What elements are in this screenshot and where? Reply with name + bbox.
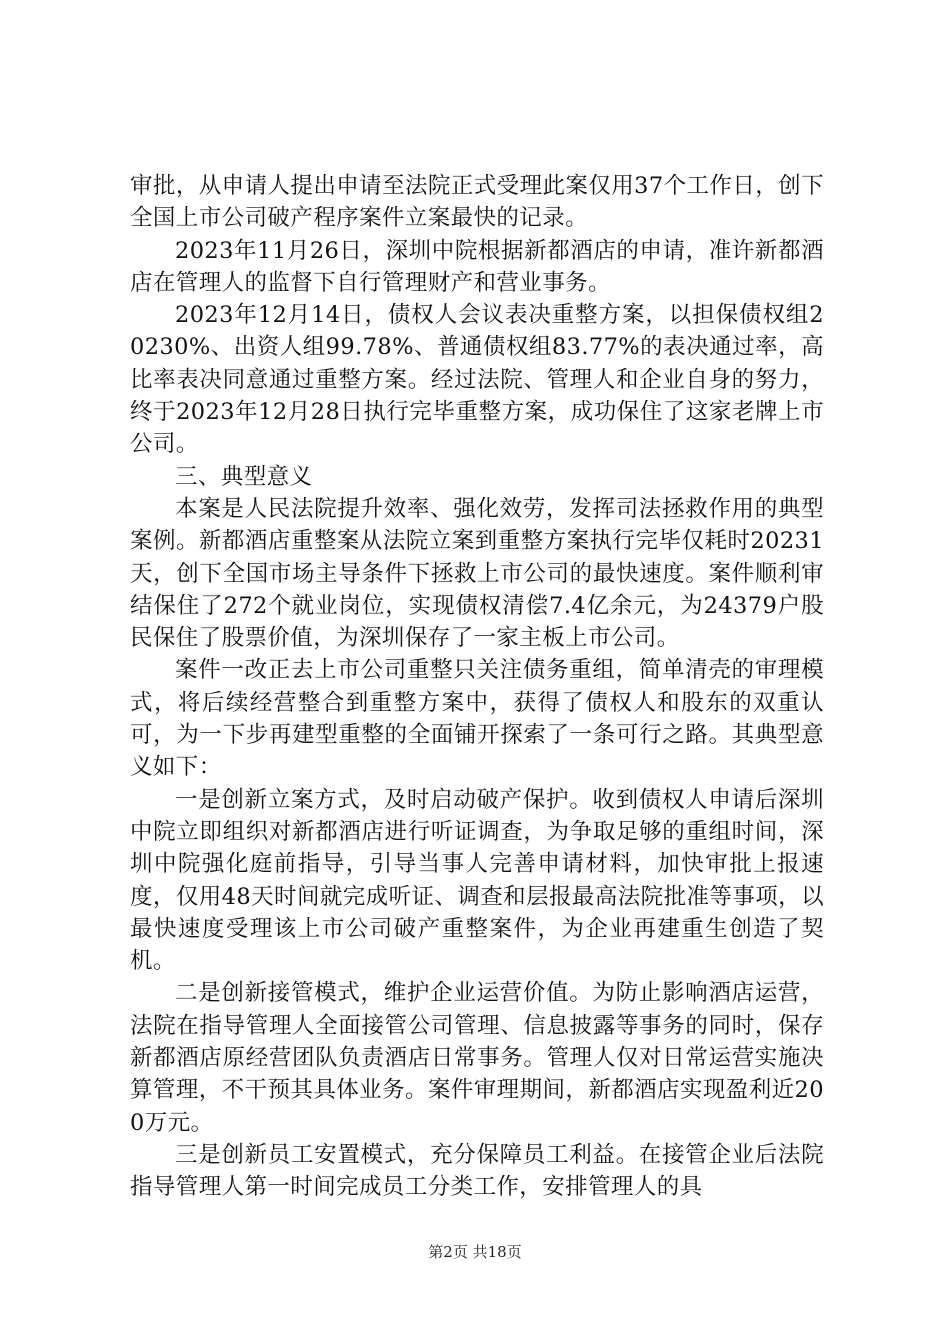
- paragraph-model-change: 案件一改正去上市公司重整只关注债务重组，简单清壳的审理模式，将后续经营整合到重整方案中，获得了债权人和股东的双重认可，为一下步再建型重整的全面铺开探索了一条可行之路。其典型意义如下：: [130, 657, 824, 781]
- document-body: [130, 170, 824, 1204]
- section-heading: 三、典型意义: [175, 463, 313, 490]
- paragraph-significance: 本案是人民法院提升效率、强化效劳，发挥司法拯救作用的典型案例。新都酒店重整案从法院立案到重整方案执行完毕仅耗时20231天，创下全国市场主导条件下拯救上市公司的最快速度。案件顺利审结保住了272个就业岗位，实现债权清偿7.4亿余元，为24379户股民保住了股票价值，为深圳保存了一家主板上市公司。: [130, 495, 824, 652]
- page-number-footer: 第2页 共18页: [428, 1243, 522, 1261]
- paragraph-dec-14: 2023年12月14日，债权人会议表决重整方案，以担保债权组20230%、出资人组99.78%、普通债权组83.77%的表决通过率，高比率表决同意通过重整方案。经过法院、管理人和企业自身的努力，终于2023年12月28日执行完毕重整方案，成功保住了这家老牌上市公司。: [130, 302, 824, 458]
- paragraph-point-two: 二是创新接管模式，维护企业运营价值。为防止影响酒店运营，法院在指导管理人全面接管公司管理、信息披露等事务的同时，保存新都酒店原经营团队负责酒店日常事务。管理人仅对日常运营实施决算管理，不干预其具体业务。案件审理期间，新都酒店实现盈利近200万元。: [130, 980, 824, 1136]
- paragraph-point-one: 一是创新立案方式，及时启动破产保护。收到债权人申请后深圳中院立即组织对新都酒店进行听证调查，为争取足够的重组时间，深圳中院强化庭前指导，引导当事人完善申请材料，加快审批上报速度，仅用48天时间就完成听证、调查和层报最高法院批准等事项，以最快速度受理该上市公司破产重整案件，为企业再建重生创造了契机。: [130, 786, 824, 975]
- paragraph-continuation: 审批，从申请人提出申请至法院正式受理此案仅用37个工作日，创下全国上市公司破产程序案件立案最快的记录。: [130, 173, 824, 232]
- paragraph-point-three: 三是创新员工安置模式，充分保障员工利益。在接管企业后法院指导管理人第一时间完成员工分类工作，安排管理人的具: [130, 1141, 824, 1201]
- paragraph-nov-26: 2023年11月26日，深圳中院根据新都酒店的申请，准许新都酒店在管理人的监督下自行管理财产和营业事务。: [130, 237, 824, 296]
